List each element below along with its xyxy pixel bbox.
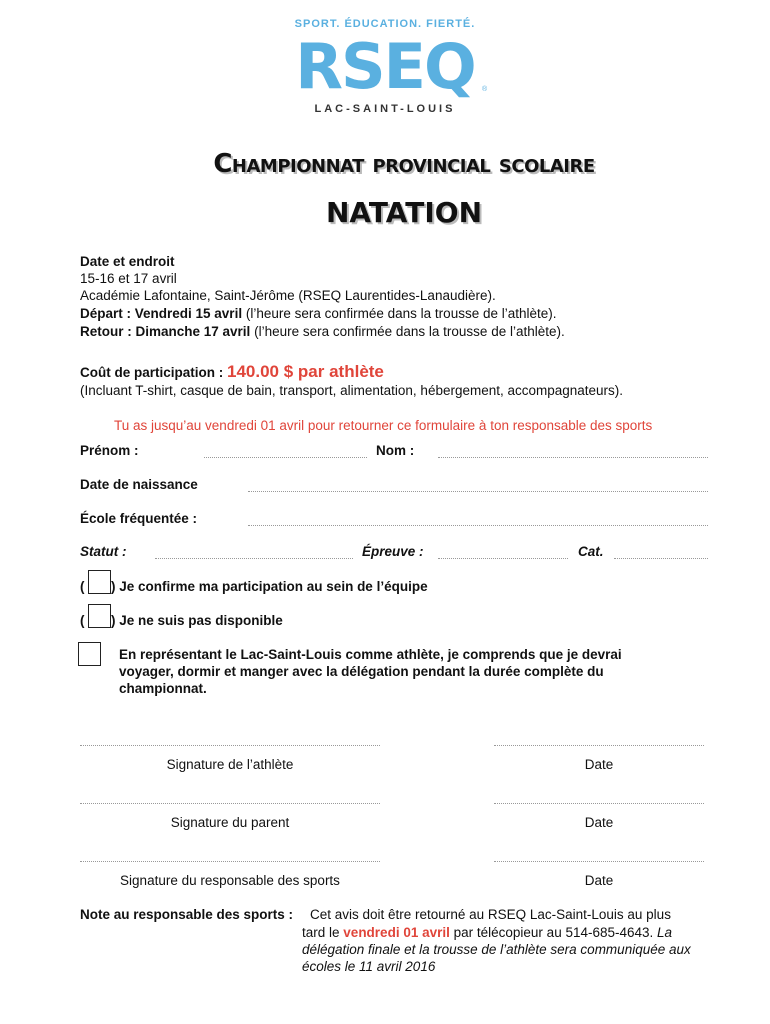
note-text-1: Cet avis doit être retourné au RSEQ Lac-Saint-Louis au plus — [310, 907, 671, 922]
cat-label: Cat. — [578, 544, 604, 559]
retour-label: Retour : Dimanche 17 avril — [80, 324, 251, 339]
cost-label: Coût de participation : — [80, 365, 224, 380]
prenom-field[interactable] — [204, 457, 367, 458]
note-deadline: vendredi 01 avril — [343, 925, 450, 940]
responsable-date-line[interactable] — [494, 861, 704, 862]
agreement-line-1: En représentant le Lac-Saint-Louis comme athlète, je comprends que je devrai — [119, 647, 622, 662]
decline-label: ) Je ne suis pas disponible — [111, 613, 283, 628]
agreement-line-3: championnat. — [119, 681, 207, 696]
logo-tagline: SPORT. ÉDUCATION. FIERTÉ. — [294, 18, 476, 30]
event-heading: Date et endroit — [80, 254, 175, 269]
sport-title: NATATION — [325, 196, 483, 229]
naissance-label: Date de naissance — [80, 477, 198, 492]
retour-note: (l’heure sera confirmée dans la trousse de l’athlète). — [254, 324, 565, 339]
ecole-field[interactable] — [248, 525, 708, 526]
cost-includes: (Incluant T-shirt, casque de bain, transport, alimentation, hébergement, accompagnateurs). — [80, 383, 624, 398]
note-text-2 — [302, 924, 672, 941]
responsable-signature-line[interactable] — [80, 861, 380, 862]
rseq-logo: RSEQ — [295, 30, 475, 103]
note-text-3: délégation finale et la trousse de l’athlète sera communiquée aux — [302, 942, 691, 957]
agreement-checkbox[interactable] — [78, 642, 101, 666]
cost-amount: 140.00 $ par athlète — [227, 362, 384, 381]
nom-label: Nom : — [376, 443, 415, 458]
decline-paren: ( — [80, 613, 85, 628]
note-text-4: écoles le 11 avril 2016 — [302, 959, 436, 974]
decline-checkbox[interactable] — [88, 604, 111, 628]
depart-note: (l’heure sera confirmée dans la trousse de l’athlète). — [245, 306, 557, 321]
nom-field[interactable] — [438, 457, 708, 458]
cat-field[interactable] — [614, 558, 708, 559]
ecole-label: École fréquentée : — [80, 511, 198, 526]
document-title: Championnat provincial scolaire — [213, 149, 595, 179]
note-text-2c: par télécopieur au 514-685-4643. — [453, 925, 654, 940]
athlete-date-label: Date — [584, 757, 614, 772]
event-place: Académie Lafontaine, Saint-Jérôme (RSEQ Laurentides-Lanaudière). — [80, 288, 496, 303]
confirm-label: ) Je confirme ma participation au sein de l’équipe — [111, 579, 428, 594]
depart-info — [80, 305, 557, 322]
parent-date-label: Date — [584, 815, 614, 830]
statut-label: Statut : — [80, 544, 127, 559]
parent-signature-line[interactable] — [80, 803, 380, 804]
logo-region: LAC-SAINT-LOUIS — [314, 103, 456, 115]
retour-info — [80, 323, 565, 340]
responsable-date-label: Date — [584, 873, 614, 888]
note-text-2a: tard le — [302, 925, 340, 940]
depart-label: Départ : Vendredi 15 avril — [80, 306, 243, 321]
athlete-date-line[interactable] — [494, 745, 704, 746]
athlete-signature-line[interactable] — [80, 745, 380, 746]
epreuve-label: Épreuve : — [362, 544, 424, 559]
responsable-signature-label: Signature du responsable des sports — [120, 873, 340, 888]
note-label: Note au responsable des sports : — [80, 907, 294, 922]
cost-line — [80, 363, 384, 381]
epreuve-field[interactable] — [438, 558, 568, 559]
parent-date-line[interactable] — [494, 803, 704, 804]
note-text-2d: La — [657, 925, 673, 940]
statut-field[interactable] — [155, 558, 353, 559]
athlete-signature-label: Signature de l’athlète — [166, 757, 294, 772]
parent-signature-label: Signature du parent — [170, 815, 290, 830]
deadline-notice: Tu as jusqu’au vendredi 01 avril pour retourner ce formulaire à ton responsable des sports — [114, 418, 653, 433]
agreement-line-2: voyager, dormir et manger avec la délégation pendant la durée complète du — [119, 664, 604, 679]
prenom-label: Prénom : — [80, 443, 139, 458]
event-dates: 15-16 et 17 avril — [80, 271, 177, 286]
confirm-paren: ( — [80, 579, 85, 594]
registered-mark: ® — [482, 86, 488, 93]
naissance-field[interactable] — [248, 491, 708, 492]
confirm-checkbox[interactable] — [88, 570, 111, 594]
